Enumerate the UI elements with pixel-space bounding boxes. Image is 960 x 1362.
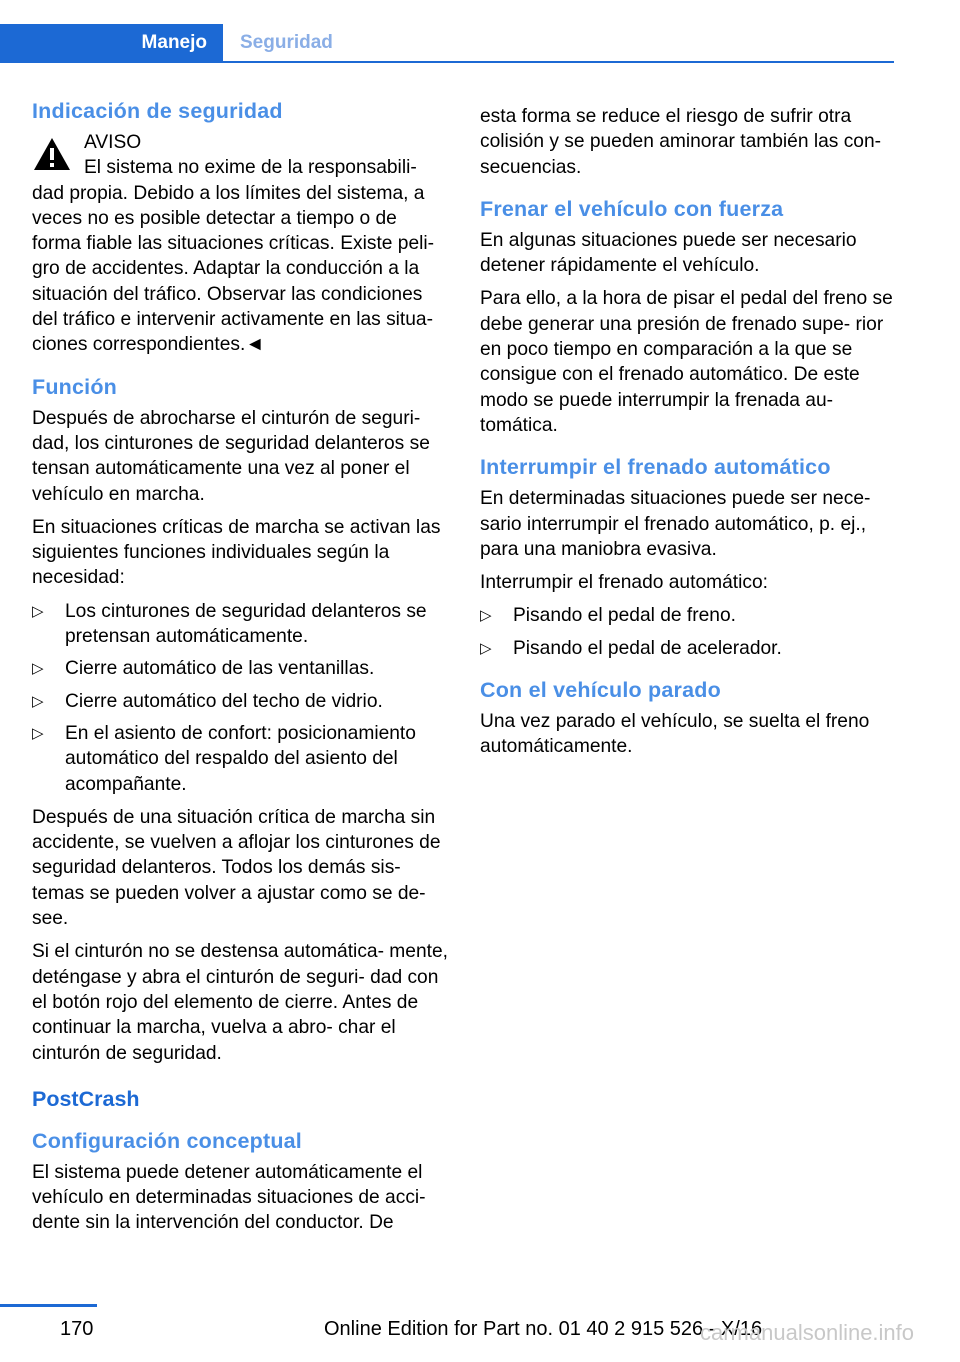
function-list [32,599,450,797]
paragraph: En situaciones críticas de marcha se activan las siguientes funciones individuales según la necesidad: [32,516,441,589]
paragraph: Para ello, a la hora de pisar el pedal del freno se debe generar una presión de frenado supe‐ rior en poco tiempo en comparación a la que se consigue con el frenado automático. De este modo se puede interrumpir la frenada au‐ tomática. [480,288,893,436]
list-item: ▷ Los cinturones de seguridad delanteros se pretensan automáticamente. [32,600,427,648]
heading-brake: Frenar el vehículo con fuerza [480,196,784,221]
watermark: carmanualsonline.info [700,1320,915,1345]
heading-interrupt: Interrumpir el frenado automático [480,455,831,480]
list-item: ▷ Cierre automático de las ventanillas. [32,656,450,681]
bullet-triangle-icon: ▷ [32,724,44,742]
list-item: ▷ Cierre automático del techo de vidrio. [32,689,450,714]
warning-text: dad propia. Debido a los límites del sistema, a veces no es posible detectar a tiempo o de forma fiable las situaciones críticas. Existe peli‐ gro de accidentes. Adaptar la conducción a la situación del tráfico. Observar las condiciones del tráfico e intervenir activamente en las situa‐ ciones correspondientes.◄ [32,182,435,356]
paragraph: En determinadas situaciones puede ser nece‐ sario interrumpir el frenado automático, p. ej., para una maniobra evasiva. [480,488,871,560]
paragraph: Después de abrocharse el cinturón de seguri‐ dad, los cinturones de seguridad delanteros se tensan automáticamente una vez al poner el vehículo en marcha. [32,407,430,505]
heading-parked: Con el vehículo parado [480,678,721,703]
bullet-triangle-icon: ▷ [480,639,492,657]
warning-first-line: El sistema no exime de la responsabili‐ [84,157,417,179]
tab-seguridad[interactable]: Seguridad [240,32,333,53]
paragraph: El sistema puede detener automáticamente el vehículo en determinadas situaciones de acci‐ dente sin la intervención del conductor. De [32,1161,426,1234]
list-item: ▷ Pisando el pedal de acelerador. [480,636,898,661]
paragraph: Después de una situación crítica de marcha sin accidente, se vuelven a aflojar los cinturones de seguridad delanteros. Todos los demás sis‐ temas se pueden volver a ajustar como se de‐ see. [32,806,441,930]
heading-safety: Indicación de seguridad [32,99,283,123]
footer-rule [0,1304,97,1307]
paragraph: Una vez parado el vehículo, se suelta el freno automáticamente. [480,711,870,758]
bullet-triangle-icon: ▷ [480,607,492,625]
warning-triangle-icon [32,136,72,172]
list-item: ▷ Pisando el pedal de freno. [480,603,898,628]
interrupt-list [480,603,898,661]
edition-text: Online Edition for Part no. 01 40 2 915 526 - X/16 [324,1318,763,1340]
warning-block [32,130,450,358]
bullet-triangle-icon: ▷ [32,602,44,620]
paragraph: En algunas situaciones puede ser necesario detener rápidamente el vehículo. [480,229,857,277]
paragraph: esta forma se reduce el riesgo de sufrir otra colisión y se pueden aminorar también las con‐ secuencias. [480,106,882,178]
chapter-tabbar [0,24,894,63]
left-column [32,98,450,1244]
paragraph: Si el cinturón no se destensa automática‐ mente, deténgase y abra el cinturón de seguri‐ dad con el botón rojo del elemento de cierre. Antes de continuar la marcha, vuelva a abro‐ char el cinturón de seguridad. [32,941,448,1064]
page-number: 170 [60,1318,94,1340]
right-column [480,104,898,768]
heading-concept: Configuración conceptual [32,1128,302,1153]
heading-function: Función [32,374,117,399]
heading-postcrash: PostCrash [32,1086,140,1111]
bullet-triangle-icon: ▷ [32,660,44,678]
paragraph: Interrumpir el frenado automático: [480,572,768,594]
warning-label: AVISO [84,132,142,153]
tab-manejo-label: Manejo [141,32,207,53]
tab-manejo[interactable] [0,24,223,61]
bullet-triangle-icon: ▷ [32,692,44,710]
list-item: ▷ En el asiento de confort: posicionamiento automático del respaldo del asiento del acompañante. [32,722,416,795]
